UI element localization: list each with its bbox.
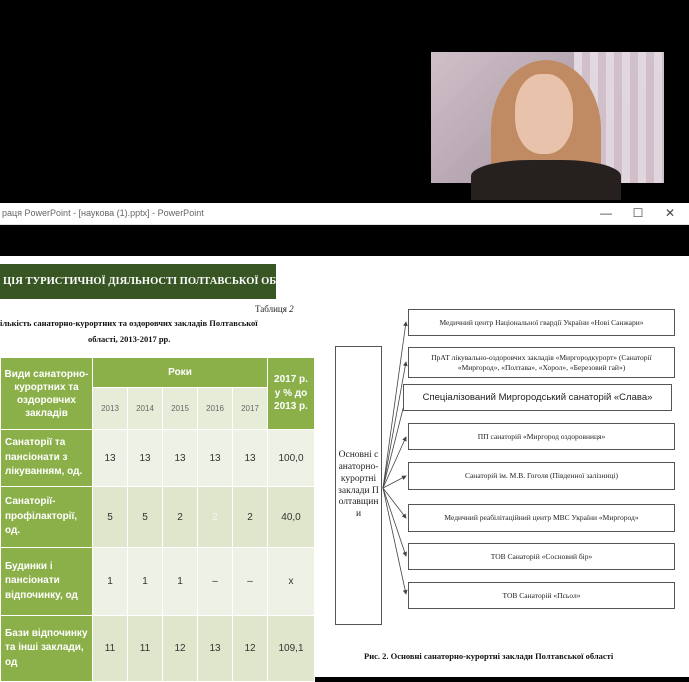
connector-arrow (383, 362, 406, 488)
window-title: раця PowerPoint - [наукова (1).pptx] - PowerPoint (2, 208, 204, 218)
cell-value: 13 (198, 430, 233, 487)
diagram-item-box: Медичний реабілітаційний центр МВС України «Миргород» (408, 504, 675, 532)
cell-value: 11 (128, 616, 163, 682)
cell-value: – (233, 548, 268, 616)
connector-arrow (383, 488, 406, 518)
cell-value: 1 (128, 548, 163, 616)
table-row (1, 487, 315, 548)
cell-percent: 40,0 (268, 487, 315, 548)
diagram-item-box: ПрАТ лікувально-оздоровчих закладів «Миргородкурорт» (Санаторії «Миргород», «Полтава», «Хорол», «Березовий гай») (408, 347, 675, 378)
diagram-item-box: Спеціалізований Миргородський санаторій «Слава» (403, 384, 672, 411)
powerpoint-title-bar[interactable] (0, 203, 689, 225)
cell-value: 13 (233, 430, 268, 487)
figure-caption: Рис. 2. Основні санаторно-курортні заклади Полтавської області (364, 651, 614, 661)
cell-value: 5 (128, 487, 163, 548)
row-label: Санаторії-профілакторії, од. (1, 487, 93, 548)
table-number-label: Таблиця 2 (255, 304, 294, 314)
maximize-button[interactable]: ☐ (632, 206, 644, 220)
connector-arrow (383, 488, 406, 556)
header-year: 2017 (233, 388, 268, 430)
cell-value: 13 (93, 430, 128, 487)
table-row (1, 430, 315, 487)
row-label: Санаторії та пансіонати з лікуванням, од. (1, 430, 93, 487)
slide-banner-title: ЦІЯ ТУРИСТИЧНОЇ ДІЯЛЬНОСТІ ПОЛТАВСЬКОЇ ОБЛАСТІ (0, 264, 276, 299)
slide-canvas[interactable] (0, 256, 689, 677)
cell-value: 5 (93, 487, 128, 548)
diagram-item-box: ПП санаторій «Миргород оздоровниця» (408, 423, 675, 450)
cell-value: 1 (93, 548, 128, 616)
cell-value: 13 (198, 616, 233, 682)
table-caption-line2: області, 2013-2017 рр. (88, 334, 171, 344)
cell-value: 2 (198, 487, 233, 548)
diagram-item-box: ТОВ Санаторій «Сосновий бір» (408, 543, 675, 570)
cell-percent: 109,1 (268, 616, 315, 682)
connector-arrow (383, 488, 406, 594)
cell-value: 13 (163, 430, 198, 487)
cell-percent: 100,0 (268, 430, 315, 487)
header-percent: 2017 р. у % до 2013 р. (268, 358, 315, 430)
sanatorium-table (0, 357, 315, 682)
close-button[interactable]: ✕ (664, 206, 676, 220)
cell-value: 11 (93, 616, 128, 682)
header-years: Роки (93, 358, 268, 388)
minimize-button[interactable]: — (600, 206, 612, 220)
cell-value: 12 (233, 616, 268, 682)
connector-arrow (383, 437, 406, 488)
header-year: 2013 (93, 388, 128, 430)
webcam-video (431, 52, 664, 183)
table-row (1, 548, 315, 616)
header-year: 2014 (128, 388, 163, 430)
table-caption-line1: ількість санаторно-курортних та оздоровчих закладів Полтавської (0, 318, 258, 328)
diagram-center-box: Основні санаторно-курортні заклади Полтавщини (335, 346, 382, 625)
toolbar-area-dark (0, 225, 689, 256)
cell-value: 2 (163, 487, 198, 548)
connector-arrow (383, 476, 406, 488)
webcam-person-body (471, 160, 621, 200)
diagram-item-box: Санаторій ім. М.В. Гоголя (Південної залізниці) (408, 462, 675, 490)
cell-value: 2 (233, 487, 268, 548)
diagram-item-box: Медичний центр Національної гвардії України «Нові Санжари» (408, 309, 675, 336)
webcam-person-face (515, 74, 573, 154)
table-row (1, 616, 315, 682)
header-year: 2015 (163, 388, 198, 430)
diagram-item-box: ТОВ Санаторій «Псьол» (408, 582, 675, 609)
cell-value: 13 (128, 430, 163, 487)
header-types: Види санаторно-курортних та оздоровчих закладів (1, 358, 93, 430)
header-year: 2016 (198, 388, 233, 430)
row-label: Бази відпочинку та інші заклади, од (1, 616, 93, 682)
cell-value: – (198, 548, 233, 616)
cell-value: 12 (163, 616, 198, 682)
row-label: Будинки і пансіонати відпочинку, од (1, 548, 93, 616)
cell-value: 1 (163, 548, 198, 616)
cell-percent: х (268, 548, 315, 616)
